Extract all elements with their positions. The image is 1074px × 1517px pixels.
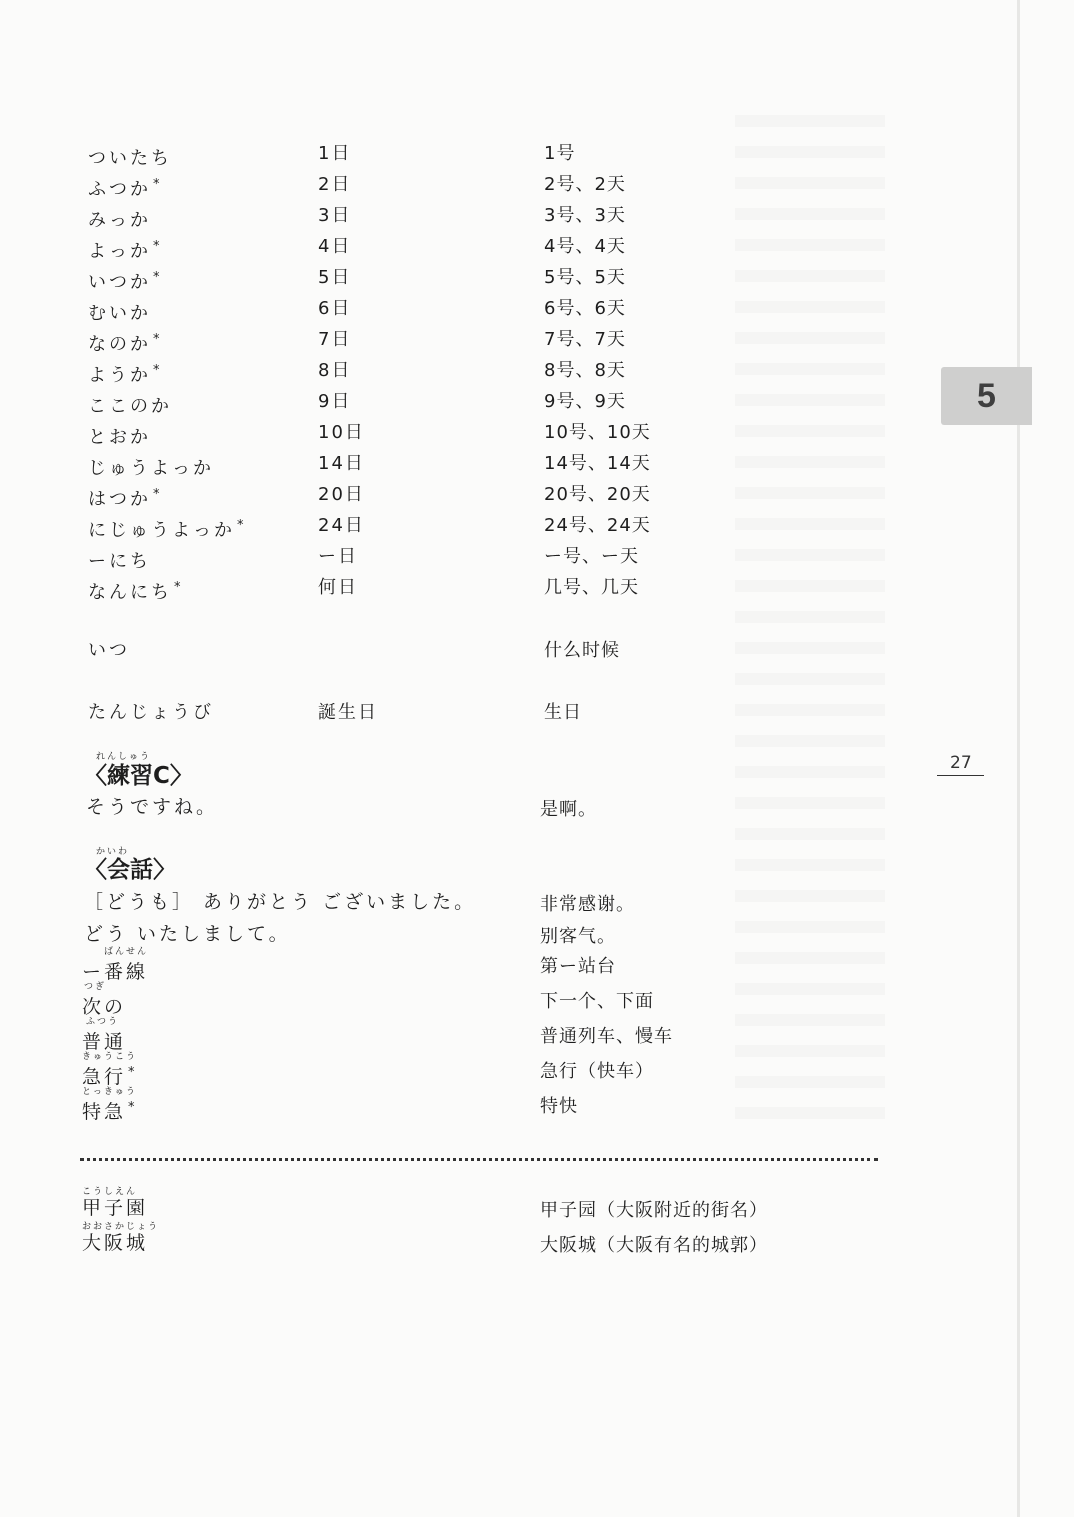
kanji: 20日: [318, 484, 365, 505]
bleed-through-text: [735, 115, 885, 1125]
kanji: 4日: [318, 236, 352, 257]
kana: よっか: [88, 241, 151, 262]
chinese-meaning: 几号、几天: [544, 577, 639, 598]
word-japanese: ー番線: [82, 961, 149, 983]
kanji: 1日: [318, 143, 352, 164]
word-chinese: 特快: [540, 1096, 578, 1117]
word-ruby: とっきゅう: [82, 1087, 137, 1097]
word-chinese: 下一个、下面: [540, 991, 654, 1012]
word-ruby: おおさかじょう: [82, 1222, 160, 1232]
kana: ようか: [88, 365, 151, 386]
word-ruby: ふつう: [86, 1017, 120, 1027]
kanji: 14日: [318, 453, 365, 474]
chapter-number: 5: [977, 376, 996, 415]
kana: にじゅうよっか: [88, 520, 235, 541]
kana: ふつか: [88, 179, 151, 200]
kanji: 何日: [318, 577, 358, 598]
kanji: 2日: [318, 174, 352, 195]
page-number-rule: [937, 775, 984, 776]
word-chinese: 甲子园（大阪附近的街名）: [540, 1200, 768, 1221]
kanji: ー日: [318, 546, 358, 567]
kana: なんにち: [88, 582, 172, 603]
chinese-meaning: 9号、9天: [544, 391, 626, 412]
word-ruby: ばんせん: [104, 947, 149, 957]
chinese-meaning: 4号、4天: [544, 236, 626, 257]
chinese-meaning: ー号、ー天: [544, 546, 639, 567]
kanji: 3日: [318, 205, 352, 226]
kanji: 8日: [318, 360, 352, 381]
word-chinese: 普通列车、慢车: [540, 1026, 673, 1047]
kanji: 10日: [318, 422, 365, 443]
phrase-japanese: そうですね。: [86, 796, 219, 818]
chinese-meaning: 20号、20天: [544, 484, 651, 505]
section-heading: 〈会話〉: [84, 857, 176, 883]
kanji: 7日: [318, 329, 352, 350]
asterisk: *: [153, 239, 163, 254]
kanji: 6日: [318, 298, 352, 319]
chinese-meaning: 1号: [544, 143, 576, 164]
kana: ここのか: [88, 396, 172, 417]
chinese-meaning: 2号、2天: [544, 174, 626, 195]
chinese-meaning: 5号、5天: [544, 267, 626, 288]
kana: ついたち: [88, 148, 172, 169]
chinese-meaning: 什么时候: [544, 640, 620, 661]
kanji: 9日: [318, 391, 352, 412]
chinese-meaning: 24号、24天: [544, 515, 651, 536]
kana: いつ: [88, 640, 130, 661]
kana: むいか: [88, 303, 151, 324]
chinese-meaning: 3号、3天: [544, 205, 626, 226]
chinese-meaning: 8号、8天: [544, 360, 626, 381]
word-japanese: 急行 *: [82, 1065, 138, 1088]
asterisk: *: [153, 487, 163, 502]
chinese-meaning: 生日: [544, 702, 582, 723]
chinese-meaning: 7号、7天: [544, 329, 626, 350]
chinese-meaning: 6号、6天: [544, 298, 626, 319]
phrase-chinese: 别客气。: [540, 926, 616, 947]
kana: ーにち: [88, 551, 151, 572]
page-edge-shadow: [1017, 0, 1020, 1517]
chinese-meaning: 14号、14天: [544, 453, 651, 474]
phrase-japanese: ［どうも］ ありがとう ございました。: [84, 891, 477, 913]
section-heading: 〈練習C〉: [84, 763, 193, 789]
kanji: 24日: [318, 515, 365, 536]
word-japanese: 次の: [82, 996, 127, 1018]
word-japanese: 普通: [82, 1031, 127, 1053]
word-japanese: 大阪城: [82, 1232, 149, 1254]
word-ruby: きゅうこう: [82, 1052, 138, 1062]
asterisk: *: [153, 270, 163, 285]
word-ruby: つぎ: [84, 982, 107, 992]
phrase-chinese: 非常感谢。: [540, 894, 635, 915]
asterisk: *: [153, 177, 163, 192]
heading-ruby: れんしゅう: [96, 752, 152, 762]
word-chinese: 急行（快车）: [540, 1061, 654, 1082]
chapter-tab: [941, 367, 1032, 425]
word-chinese: 第ー站台: [540, 956, 616, 977]
phrase-japanese: どう いたしまして。: [84, 923, 291, 945]
kana: はつか: [88, 489, 151, 510]
kanji: 誕生日: [318, 702, 378, 723]
kana: たんじょうび: [88, 702, 214, 723]
asterisk: *: [153, 332, 163, 347]
chinese-meaning: 10号、10天: [544, 422, 651, 443]
word-ruby: こうしえん: [82, 1187, 138, 1197]
kana: なのか: [88, 334, 151, 355]
kana: みっか: [88, 210, 151, 231]
kana: じゅうよっか: [88, 458, 214, 479]
page-number: 27: [950, 753, 972, 773]
asterisk: *: [237, 518, 247, 533]
word-japanese: 特急 *: [82, 1100, 138, 1123]
dotted-divider: [80, 1158, 878, 1161]
asterisk: *: [174, 580, 184, 595]
asterisk: *: [153, 363, 163, 378]
phrase-chinese: 是啊。: [540, 799, 597, 820]
word-japanese: 甲子園: [82, 1197, 149, 1219]
heading-ruby: かいわ: [96, 847, 130, 857]
word-chinese: 大阪城（大阪有名的城郭）: [540, 1235, 768, 1256]
kana: とおか: [88, 427, 151, 448]
kana: いつか: [88, 272, 151, 293]
kanji: 5日: [318, 267, 352, 288]
